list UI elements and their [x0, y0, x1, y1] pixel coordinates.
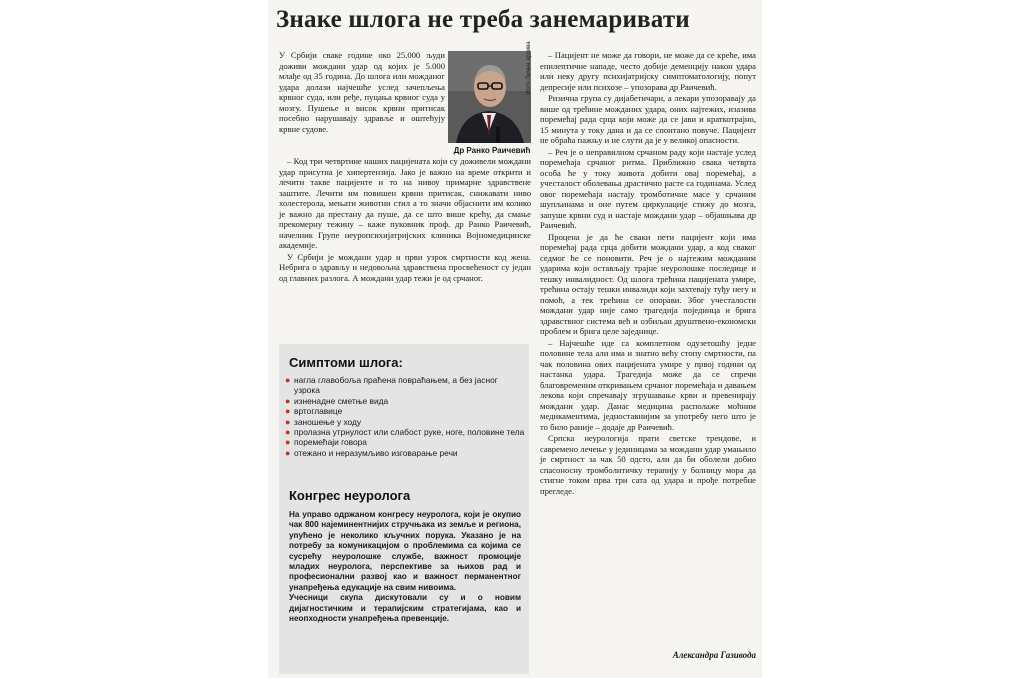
- article-paragraph: Процена је да ће сваки пети пацијент који има поремећај рада срца добити мождани удар, а код сваког седмог ће се поновити. Реч је о најтежим можданим ударима који остављају трајне неуролошке последице и тешку инвалидност. Од шлога трећина пацијената умире, трећина остају тешки инвалиди који захтевају туђу негу и помоћ, а тек трећина се опорави. Због учесталости мождани удар није само трагедија појединца и брига здравствног система већ и озбиљан друштвено-економски проблем и брига целе заједнице.: [540, 231, 756, 336]
- congress-title: Конгрес неуролога: [289, 488, 411, 503]
- article-paragraph: У Србији сваке године око 25.000 људи доживи мождани удар од којих је 5.000 млађе од 35 година. До шлога или можданог удара долази најчешће услед зачепљења крвног суда, или ређе, пуцања крвног суда у мозгу. Пушење и висок крвни притисак посебно нарушавају здравље и оштећују крвне судове.: [279, 50, 445, 134]
- photo-credit: Фото Лична архива: [526, 41, 532, 95]
- article-paragraph: – Реч је о неправилном срчаном раду који настаје услед поремећаја срчаног ритма. Приближно свака четврта особа ће у току живота добити овај поремећај, а учесталост оболевања драстично расте са годинама. Услед овог поремећаја настају тромботичне масе у срчаним шупљинама и оне путем циркулације стижу до мозга, запуше крвни суд и настаје мождани удар – објашњава др Раичевић.: [540, 146, 756, 230]
- portrait-photo: [448, 51, 531, 143]
- photo-caption: Др Ранко Раичевић: [453, 146, 531, 155]
- congress-paragraph: Учесници скупа дискутовали су и о новим дијагностичким и терапијским стратегијама, као и неопходности унапређења превенције.: [289, 593, 521, 624]
- bullet-icon: ●: [285, 416, 291, 427]
- bullet-icon: ●: [285, 447, 291, 458]
- article-paragraph: – Најчешће иде са комплетном одузетошћу једне половине тела али има и знатно већу стопу смртности, па чак половина ових пацијената умире у првој години од настанка удара. Трагедија може да се спречи благовременим откривањем срчаног поремећаја и давањем лекова који спречавају згрушавање крви и превенирају мождани удар. Данас медицина располаже моћним медикаментима, једноставнијим за употребу него што је то било раније – додаје др Раичевић.: [540, 337, 756, 432]
- bullet-icon: ●: [285, 437, 291, 448]
- list-item: ● поремећаји говора: [285, 437, 367, 448]
- article-signature: Александра Газивода: [672, 650, 756, 660]
- list-item: ● вртоглавице: [285, 406, 343, 417]
- article-paragraph: – Код три четвртине наших пацијената који су доживели мождани удар присутна је хипертензија. Јако је важно на време открити и лечити такве пацијенте и то на нивоу примарне здравствене заштите. Лечити им повишен крвни притисак, снижавати ниво холестерола, мењати животни стил а то значи објаснити им колико је важно да престану да пуше, да се што више крећу, да смање прекомерну тежину – каже пуковник проф. др Ранко Раичевић, начелник Групе неуропсихијатријских клиника Војномедицинске академије.: [279, 156, 531, 250]
- list-item: ● отежано и неразумљиво изговарање речи: [285, 447, 458, 458]
- list-item: ● заношење у ходу: [285, 416, 362, 427]
- symptoms-title: Симптоми шлога:: [289, 355, 403, 370]
- article-paragraph: Ризична група су дијабетичари, а лекари упозоравају да више од трећине можданих удара, оних најтежих, изазива поремећај рада срца који може да се јави и краткотрајно, 15 минута у току дана и да се спонтано повуче. Пацијент не обраћа пажњу и не слути да је у великој опасности.: [540, 93, 756, 145]
- list-item: ● пролазна утрнулост или слабост руке, ноге, половине тела: [285, 427, 525, 438]
- article-right-column: [540, 50, 756, 497]
- bullet-icon: ●: [285, 427, 291, 438]
- congress-text: [289, 510, 521, 624]
- article-paragraph: У Србији је мождани удар и први узрок смртности код жена. Небрига о здрављу и недовољна здравствена просвећеност су један од главних разлога. А мождани удар тежи је од срчаног.: [279, 251, 531, 283]
- article-paragraph: – Пацијент не може да говори, не може да се креће, има епилептичне нападе, често добије деменцију након удара или неку другу психијатријску симптоматологију, попут депресије или психозе – упозорава др Раичевић.: [540, 50, 756, 92]
- bullet-icon: ●: [285, 406, 291, 417]
- symptoms-list: [285, 375, 525, 458]
- article-intro-column: [279, 50, 445, 135]
- article-paragraph: Српска неурологија прати светске трендове, и савремено лечење у јединицама за мождани удар умањило је смртност за чак 50 одсто, али да би оболели добио спасоносну тромболитичку терапију у болницу мора да стигне током прва три сата од удара и прође потребне прегледе.: [540, 433, 756, 496]
- list-item: ● нагла главобоља праћена повраћањем, а без јасног узрока: [285, 375, 498, 396]
- bullet-icon: ●: [285, 375, 291, 385]
- list-item: ● изненадне сметње вида: [285, 395, 389, 406]
- bullet-icon: ●: [285, 395, 291, 406]
- portrait-image: [448, 51, 531, 143]
- article-headline: Знаке шлога не треба занемаривати: [276, 6, 690, 33]
- article-left-column: [279, 156, 531, 284]
- congress-paragraph: На управо одржаном конгресу неуролога, који је окупио чак 800 најеминентнијих стручњака из земље и региона, упућено је неколико кључних порука. Указано је на потребу за комуникацијом о проблемима са којима се сусрећу неуролошке службе, важност промоције младих неуролога, перспективе за њихов рад и професионални развој као и важност перманентног унапређења едукације на свим нивоима.: [289, 510, 521, 592]
